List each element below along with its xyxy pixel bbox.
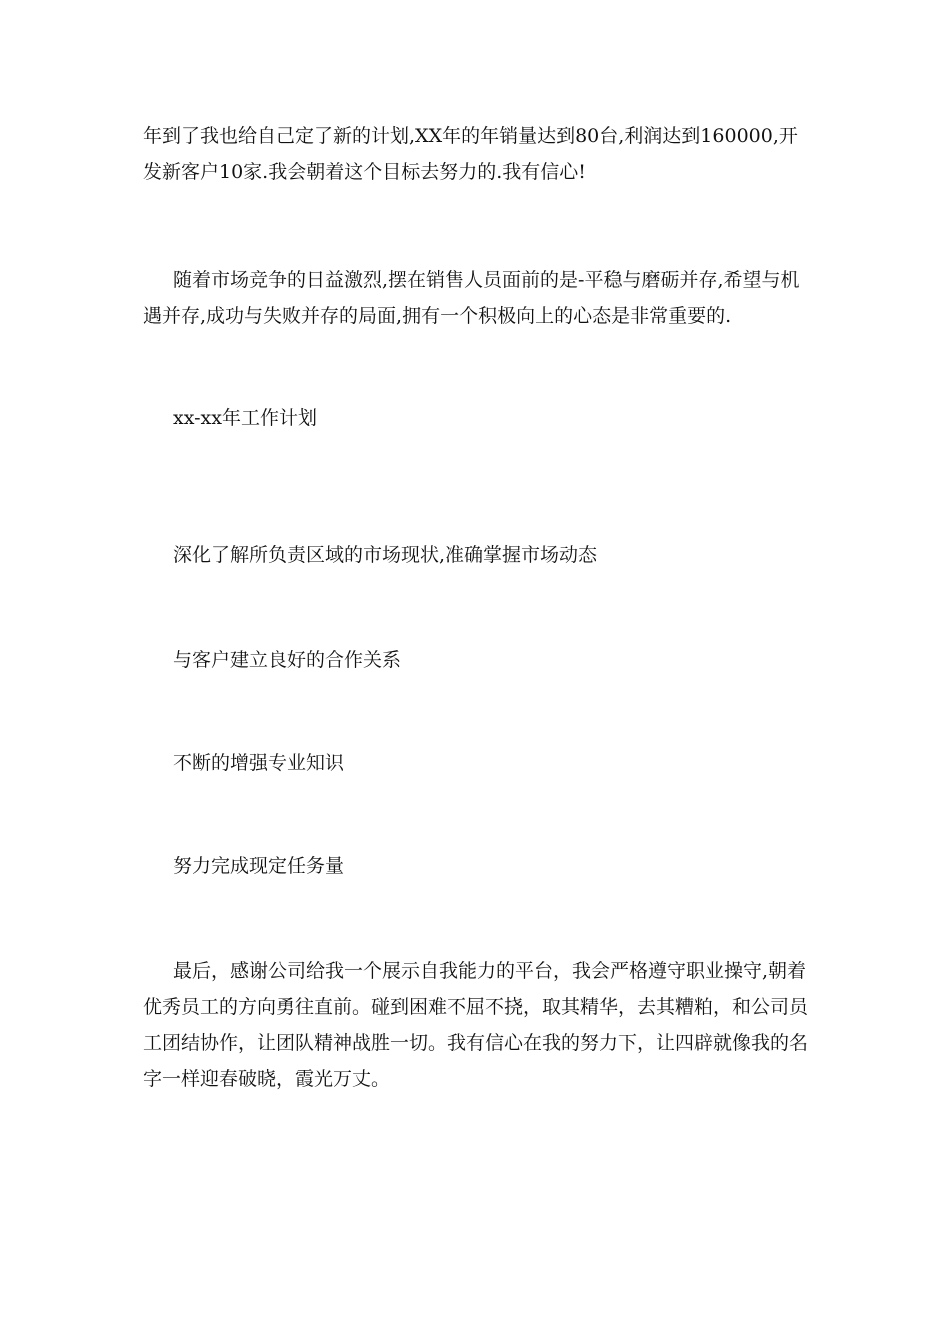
- plan-item-task-completion: 努力完成现定任务量: [173, 855, 345, 877]
- paragraph-market-competition: 随着市场竞争的日益激烈,摆在销售人员面前的是-平稳与磨砺并存,希望与机遇并存,成功与失败并存的局面,拥有一个积极向上的心态是非常重要的.: [143, 269, 800, 327]
- plan-item-market-understanding: 深化了解所负责区域的市场现状,准确掌握市场动态: [173, 544, 598, 566]
- paragraph-closing-thanks: 最后，感谢公司给我一个展示自我能力的平台，我会严格遵守职业操守,朝着优秀员工的方向勇往直前。碰到困难不屈不挠，取其精华，去其糟粕，和公司员工团结协作，让团队精神战胜一切。我有信心在我的努力下，让四辟就像我的名字一样迎春破晓，霞光万丈。: [143, 960, 809, 1090]
- plan-item-customer-relations: 与客户建立良好的合作关系: [173, 649, 402, 671]
- paragraph-plan-goals: 年到了我也给自己定了新的计划,XX年的年销量达到80台,利润达到160000,开发新客户10家.我会朝着这个目标去努力的.我有信心!: [143, 125, 798, 183]
- plan-item-professional-knowledge: 不断的增强专业知识: [173, 752, 345, 774]
- section-heading-work-plan: xx-xx年工作计划: [173, 407, 317, 429]
